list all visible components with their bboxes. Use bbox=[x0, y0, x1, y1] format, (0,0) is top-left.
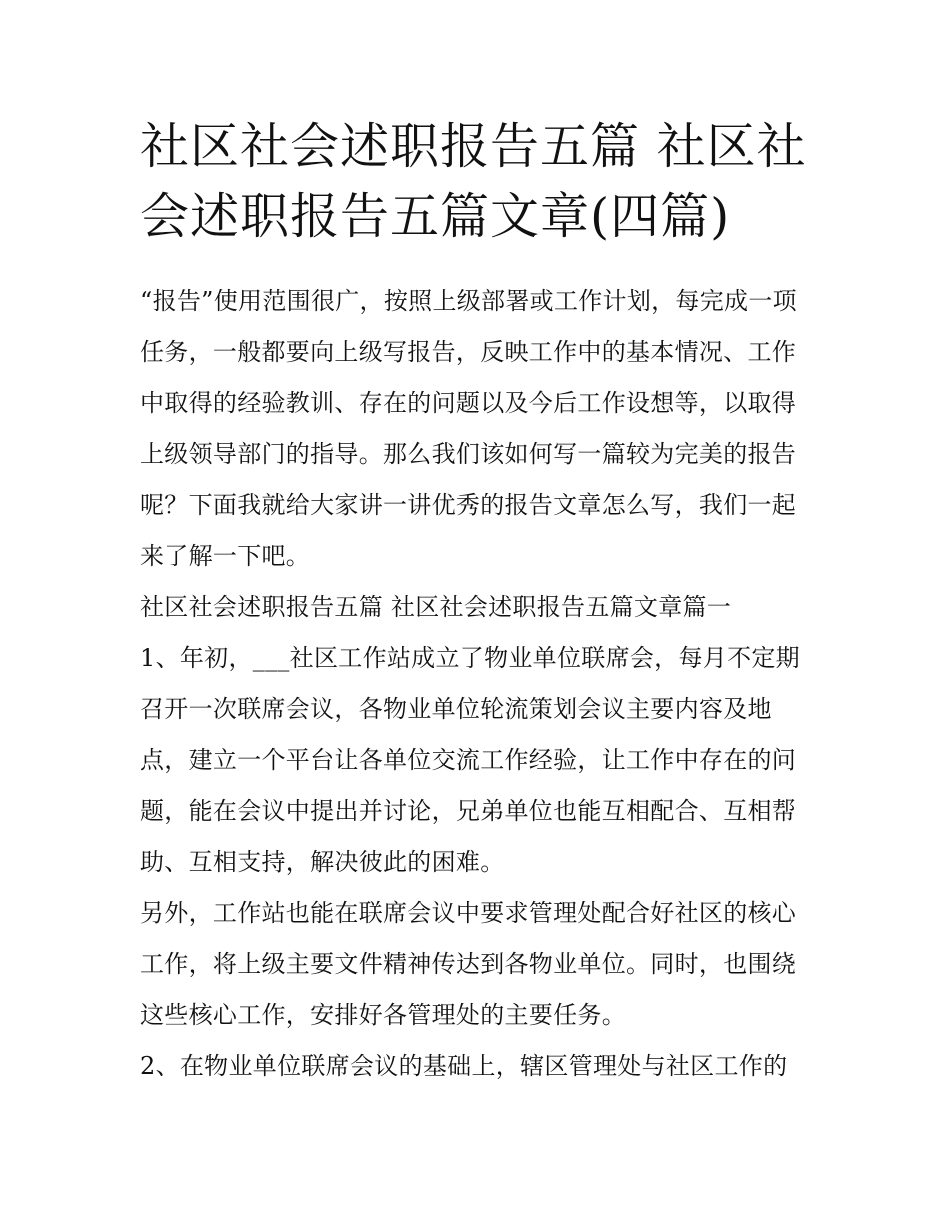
document-body bbox=[140, 276, 820, 1092]
intro-paragraph: “报告”使用范围很广，按照上级部署或工作计划，每完成一项 任务，一般都要向上级写报告，反映工作中的基本情况、工作 中取得的经验教训、存在的问题以及今后工作设想等，以取得 上级领导部门的指导。那么我们该如何写一篇较为完美的报告 呢？下面我就给大家讲一讲优秀的报告文章怎么写，我们一起 来了解一下吧。 bbox=[140, 287, 797, 570]
paragraph-item-2: 2、在物业单位联席会议的基础上，辖区管理处与社区工作的 bbox=[140, 1052, 788, 1080]
document-title: 社区社会述职报告五篇 社区社 会述职报告五篇文章(四篇) bbox=[140, 118, 807, 245]
paragraph-additional: 另外，工作站也能在联席会议中要求管理处配合好社区的核心 工作，将上级主要文件精神传达到各物业单位。同时，也围绕 这些核心工作，安排好各管理处的主要任务。 bbox=[140, 899, 797, 1029]
paragraph-item-1: 1、年初，___社区工作站成立了物业单位联席会，每月不定期 召开一次联席会议，各物业单位轮流策划会议主要内容及地 点，建立一个平台让各单位交流工作经验，让工作中存在的问 题，能在会议中提出并讨论，兄弟单位也能互相配合、互相帮 助、互相支持，解决彼此的困难。 bbox=[140, 644, 800, 876]
section-heading: 社区社会述职报告五篇 社区社会述职报告五篇文章篇一 bbox=[140, 593, 732, 621]
